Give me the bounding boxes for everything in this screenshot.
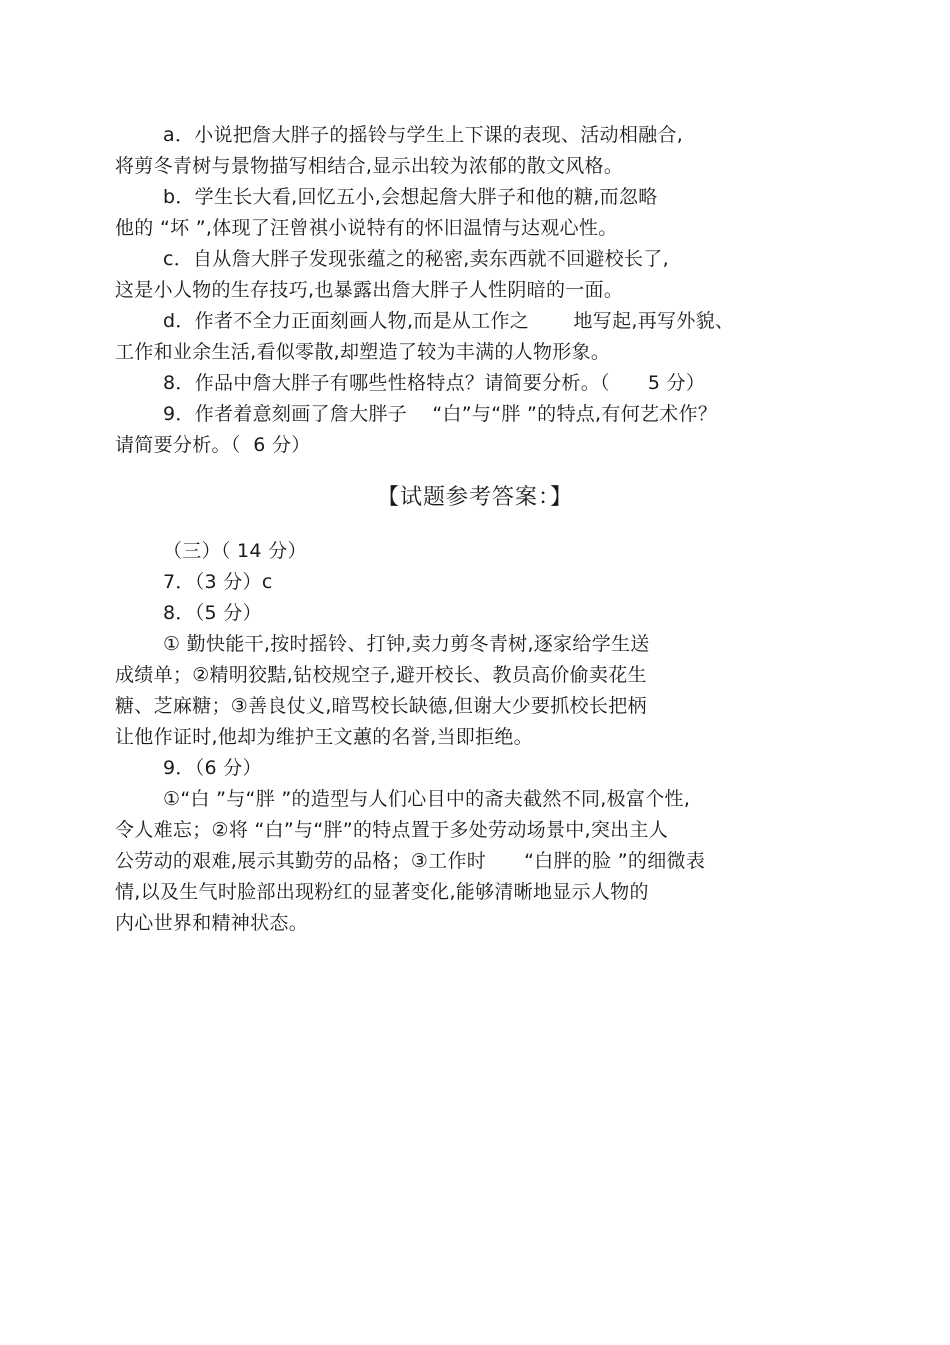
option-a-line-1: a．小说把詹大胖子的摇铃与学生上下课的表现、活动相融合, (163, 124, 684, 146)
option-d-line-2: 工作和业余生活,看似零散,却塑造了较为丰满的人物形象。 (115, 341, 611, 363)
answer-9-line-4: 情,以及生气时脸部出现粉红的显著变化,能够清晰地显示人物的 (115, 881, 649, 903)
question-9-line-1: 9．作者着意刻画了詹大胖子 “白”与“胖 ”的特点,有何艺术作？ (163, 403, 718, 425)
question-9-line-2: 请简要分析。（ 6 分） (115, 434, 311, 456)
answer-9-line-1: ①“白 ”与“胖 ”的造型与人们心目中的斋夫截然不同,极富个性, (163, 788, 691, 810)
answer-8-line-1: ① 勤快能干,按时摇铃、打钟,卖力剪冬青树,逐家给学生送 (163, 633, 650, 655)
answer-7: 7．（3 分）c (163, 571, 273, 593)
answer-9-line-3: 公劳动的艰难,展示其勤劳的品格；③工作时 “白胖的脸 ”的细微表 (115, 850, 706, 872)
answer-9-line-2: 令人难忘；②将 “白”与“胖”的特点置于多处劳动场景中,突出主人 (115, 819, 669, 841)
answer-8-line-3: 糖、芝麻糖；③善良仗义,暗骂校长缺德,但谢大少要抓校长把柄 (115, 695, 647, 717)
option-c-line-2: 这是小人物的生存技巧,也暴露出詹大胖子人性阴暗的一面。 (115, 279, 624, 301)
answer-section-3-score: （三）（ 14 分） (163, 540, 307, 562)
option-d-line-1: d．作者不全力正面刻画人物,而是从工作之 地写起,再写外貌、 (163, 310, 735, 332)
option-b-line-1: b．学生长大看,回忆五小,会想起詹大胖子和他的糖,而忽略 (163, 186, 658, 208)
option-c-line-1: c．自从詹大胖子发现张蕴之的秘密,卖东西就不回避校长了, (163, 248, 669, 270)
answer-9-line-5: 内心世界和精神状态。 (115, 912, 309, 934)
question-8: 8．作品中詹大胖子有哪些性格特点？请简要分析。（ 5 分） (163, 372, 706, 394)
answer-8-line-2: 成绩单；②精明狡黠,钻校规空子,避开校长、教员高价偷卖花生 (115, 664, 647, 686)
option-a-line-2: 将剪冬青树与景物描写相结合,显示出较为浓郁的散文风格。 (115, 155, 624, 177)
option-b-line-2: 他的 “坏 ”,体现了汪曾祺小说特有的怀旧温情与达观心性。 (115, 217, 618, 239)
answer-heading: 【试题参考答案：】 (376, 485, 573, 510)
answer-9-score: 9．（6 分） (163, 757, 262, 779)
answer-8-line-4: 让他作证时,他却为维护王文蕙的名誉,当即拒绝。 (115, 726, 533, 748)
answer-8-score: 8．（5 分） (163, 602, 262, 624)
